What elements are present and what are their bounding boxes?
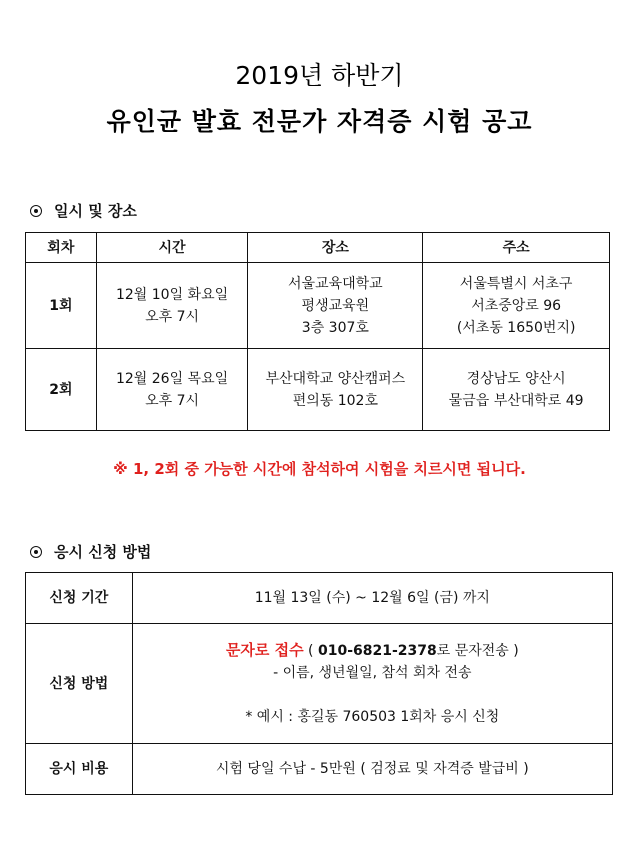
place-line: 3층 307호 [301, 319, 369, 336]
page-title-main: 유인균 발효 전문가 자격증 시험 공고 [106, 107, 533, 136]
section-schedule-label: 일시 및 장소 [54, 202, 137, 220]
period-label: 신청 기간 [26, 573, 133, 624]
table-row [26, 263, 610, 349]
header-time: 시간 [96, 233, 248, 263]
place-line: 서울교육대학교 [288, 275, 383, 292]
page-title-year: 2019년 하반기 [235, 61, 404, 90]
address-cell [423, 263, 610, 349]
address-line: 물금읍 부산대학로 49 [448, 392, 584, 409]
method-line-sms [137, 639, 608, 662]
schedule-header-row [26, 233, 610, 263]
time-hour: 오후 7시 [145, 308, 200, 325]
method-line-info: - 이름, 생년월일, 참석 회차 전송 [273, 665, 472, 681]
place-cell [248, 349, 423, 431]
spacer [137, 684, 608, 706]
method-example: * 예시 : 홍길동 760503 1회차 응시 신청 [245, 709, 500, 725]
place-line: 부산대학교 양산캠퍼스 [265, 370, 406, 387]
circle-bullet-icon [30, 205, 42, 217]
table-row [26, 624, 613, 744]
address-line: 서초중앙로 96 [471, 297, 562, 314]
method-label: 신청 방법 [26, 624, 133, 744]
fee-label: 응시 비용 [26, 744, 133, 795]
place-cell [248, 263, 423, 349]
sms-highlight: 문자로 접수 [225, 641, 304, 659]
time-date: 12월 26일 목요일 [115, 370, 229, 387]
section-apply-label: 응시 신청 방법 [54, 543, 152, 561]
place-line: 편의동 102호 [292, 392, 378, 409]
apply-table [25, 572, 613, 795]
table-row [26, 349, 610, 431]
circle-bullet-icon [30, 546, 42, 558]
notice-text: ※ 1, 2회 중 가능한 시간에 참석하여 시험을 치르시면 됩니다. [113, 460, 526, 478]
address-line: 서울특별시 서초구 [459, 275, 573, 292]
header-address: 주소 [423, 233, 610, 263]
place-line: 평생교육원 [301, 297, 370, 314]
round-cell: 2회 [26, 349, 97, 431]
time-cell [96, 263, 248, 349]
section-schedule-heading [30, 200, 137, 221]
address-line: (서초동 1650번지) [456, 319, 576, 336]
fee-value: 시험 당일 수납 - 5만원 ( 검정료 및 자격증 발급비 ) [132, 744, 612, 795]
time-cell [96, 349, 248, 431]
header-place: 장소 [248, 233, 423, 263]
address-cell [423, 349, 610, 431]
table-row [26, 573, 613, 624]
table-row [26, 744, 613, 795]
section-apply-heading [30, 541, 151, 562]
time-hour: 오후 7시 [145, 392, 200, 409]
address-line: 경상남도 양산시 [466, 370, 566, 387]
round-cell: 1회 [26, 263, 97, 349]
period-value: 11월 13일 (수) ~ 12월 6일 (금) 까지 [132, 573, 612, 624]
phone-number: 010-6821-2378 [317, 643, 437, 659]
time-date: 12월 10일 화요일 [115, 286, 229, 303]
header-round: 회차 [26, 233, 97, 263]
phone-suffix: 로 문자전송 ) [436, 643, 519, 659]
sms-paren: ( [303, 643, 318, 659]
schedule-table [25, 232, 610, 431]
method-value [132, 624, 612, 744]
